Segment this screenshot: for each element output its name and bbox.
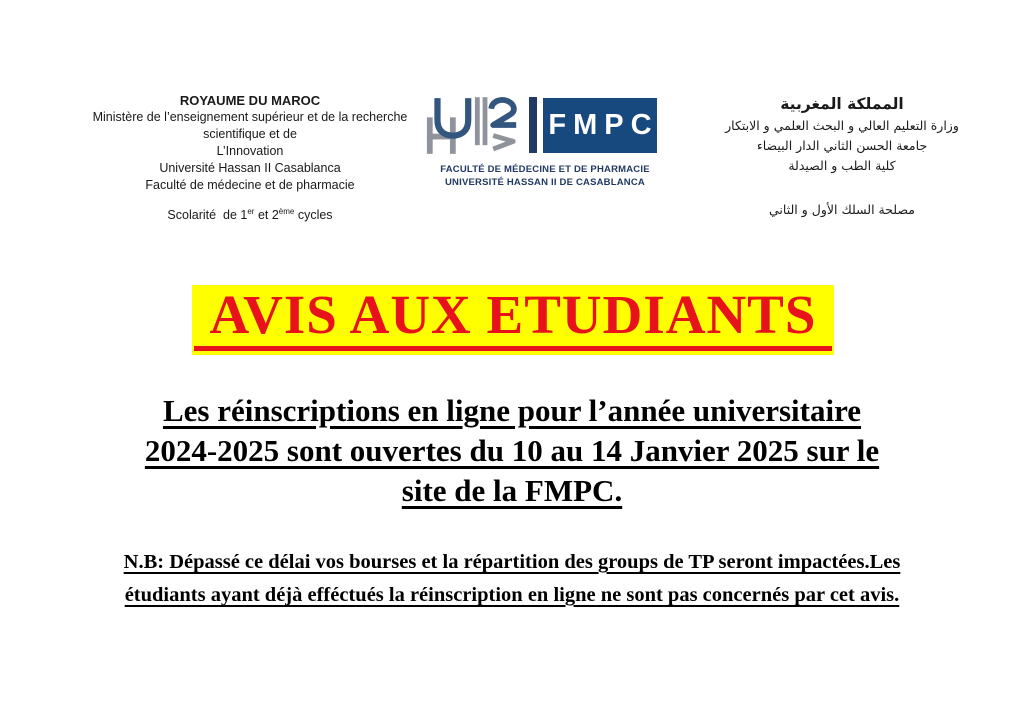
scolarite-service-line xyxy=(78,203,422,224)
notice-body-line: 2024-2025 sont ouvertes du 10 au 14 Janvier 2025 sur le xyxy=(144,433,880,468)
ministry-line-3: L’Innovation xyxy=(216,144,284,158)
service-name-ar: مصلحة السلك الأول و الثاني xyxy=(769,202,915,217)
faculty-name-ar: كلية الطب و الصيدلة xyxy=(788,158,896,173)
scolarite-text: Scolarité de 1 xyxy=(167,208,248,223)
ministry-line-1: Ministère de l’enseignement supérieur et de la recherche xyxy=(92,110,408,124)
university-logo xyxy=(425,95,665,189)
notice-body-line: site de la FMPC. xyxy=(401,473,623,508)
university-name-fr: Université Hassan II Casablanca xyxy=(159,161,341,175)
kingdom-title-ar: المملكة المغربية xyxy=(780,95,904,113)
scolarite-sup-er: er xyxy=(247,207,255,216)
ministry-line-ar: وزارة التعليم العالي و البحث العلمي و الابتكار xyxy=(725,118,959,133)
nb-line: étudiants ayant déjà efféctués la réinscription en ligne ne sont pas concernés par cet avis. xyxy=(124,584,900,606)
nb-line: N.B: Dépassé ce délai vos bourses et la répartition des groups de TP seront impactées.Les xyxy=(123,551,901,573)
header-left-block xyxy=(78,92,422,224)
notice-body xyxy=(0,391,1024,511)
kingdom-title-fr: ROYAUME DU MAROC xyxy=(179,93,321,108)
logo-row xyxy=(425,95,665,157)
logo-caption-university: UNIVERSITÉ HASSAN II DE CASABLANCA xyxy=(445,177,645,188)
notice-title-banner xyxy=(192,285,834,355)
notice-body-line: Les réinscriptions en ligne pour l’année universitaire xyxy=(162,393,862,428)
header-right-block xyxy=(692,92,992,220)
university-name-ar: جامعة الحسن الثاني الدار البيضاء xyxy=(756,138,928,153)
faculty-name-fr: Faculté de médecine et de pharmacie xyxy=(145,178,355,192)
fmpc-acronym-box: FMPC xyxy=(543,98,657,153)
nb-paragraph xyxy=(0,546,1024,612)
logo-caption-faculty: FACULTÉ DE MÉDECINE ET DE PHARMACIE xyxy=(440,164,650,175)
ministry-line-2: scientifique et de xyxy=(203,127,297,141)
notice-title: AVIS AUX ETUDIANTS xyxy=(209,284,817,345)
logo-separator-bar xyxy=(529,97,537,153)
scolarite-text-mid: et 2 xyxy=(254,208,279,223)
title-underline xyxy=(194,346,832,351)
scolarite-sup-eme: ème xyxy=(278,207,295,216)
logo-caption xyxy=(425,163,665,189)
scolarite-text-end: cycles xyxy=(294,208,333,223)
uh2c-emblem-icon xyxy=(425,95,521,157)
